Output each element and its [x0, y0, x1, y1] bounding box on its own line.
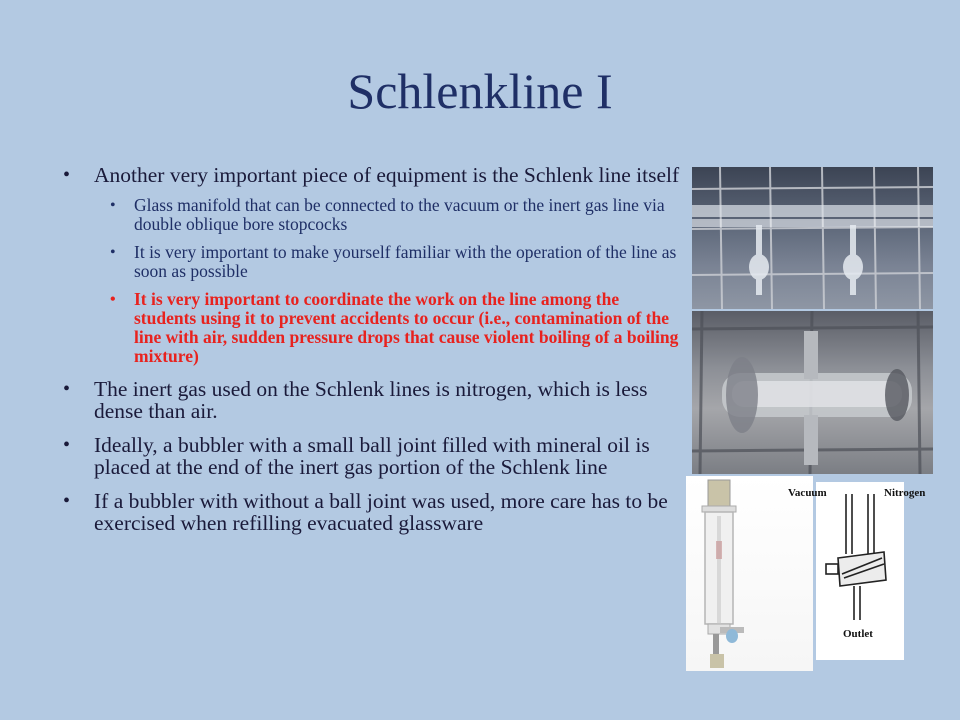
sub-bullet-1-text: Glass manifold that can be connected to the vacuum or the inert gas line via double oblique bore stopcocks: [134, 195, 665, 234]
outlet-label: Outlet: [843, 628, 873, 640]
sub-bullet-list: [94, 196, 683, 366]
slide-title: Schlenkline I: [347, 63, 613, 119]
sub-bullet-dot: •: [110, 291, 116, 308]
bullet-dot: •: [63, 490, 71, 512]
stopcock-closeup-photo: [692, 311, 933, 474]
bullet-4: [58, 490, 683, 534]
bullet-2-text: The inert gas used on the Schlenk lines is nitrogen, which is less dense than air.: [94, 377, 648, 423]
bullet-dot: •: [63, 378, 71, 400]
bubbler-photo: [686, 476, 813, 671]
sub-bullet-1: [94, 196, 683, 234]
slide-content: [58, 164, 683, 546]
sub-bullet-2-text: It is very important to make yourself familiar with the operation of the line as soon as possible: [134, 242, 677, 281]
nitrogen-label: Nitrogen: [884, 487, 926, 499]
bullet-1-text: Another very important piece of equipment is the Schlenk line itself: [94, 163, 680, 187]
bullet-4-text: If a bubbler with without a ball joint was used, more care has to be exercised when refilling evacuated glassware: [94, 489, 668, 535]
bullet-2: [58, 378, 683, 422]
bubbler-photo-drawing: [686, 476, 813, 671]
sub-bullet-2: [94, 243, 683, 281]
vacuum-label: Vacuum: [788, 487, 827, 499]
bullet-dot: •: [63, 434, 71, 456]
bullet-3-text: Ideally, a bubbler with a small ball joint filled with mineral oil is placed at the end of the inert gas portion of the Schlenk line: [94, 433, 650, 479]
manifold-photo-drawing: [692, 167, 933, 309]
bullet-3: [58, 434, 683, 478]
bullet-1: [58, 164, 683, 366]
sub-bullet-warning: [94, 290, 683, 366]
bullet-dot: •: [63, 164, 71, 186]
sub-bullet-dot: •: [110, 244, 116, 261]
schlenk-manifold-photo: [692, 167, 933, 309]
stopcock-photo-drawing: [692, 311, 933, 474]
sub-bullet-3-text: It is very important to coordinate the work on the line among the students using it to prevent accidents to occur (i.e., contamination of the line with air, sudden pressure drops that cause violent boiling of a boiling mixture): [134, 289, 679, 366]
sub-bullet-dot: •: [110, 197, 116, 214]
